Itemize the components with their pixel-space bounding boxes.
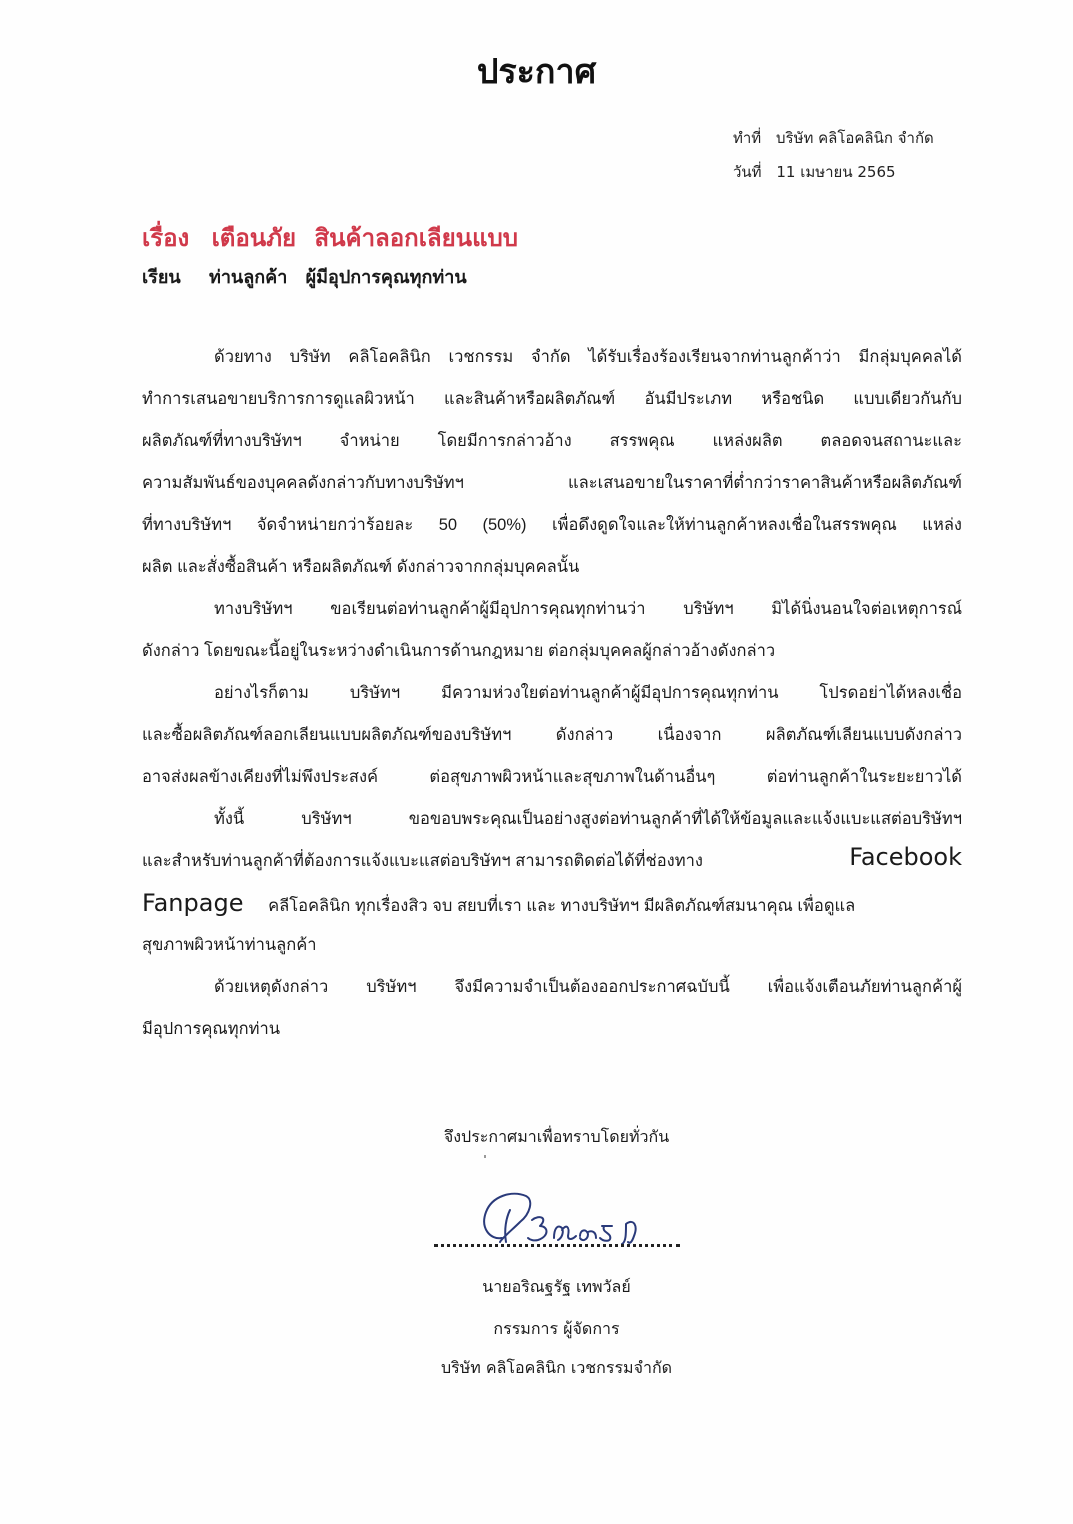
signature-image bbox=[430, 1180, 690, 1260]
signature-dotted-line bbox=[434, 1244, 680, 1247]
scan-speck bbox=[484, 1155, 486, 1158]
body-line: และซื้อผลิตภัณฑ์ลอกเลียนแบบผลิตภัณฑ์ของบริษัทฯ ดังกล่าว เนื่องจาก ผลิตภัณฑ์เลียนแบบดังกล่าว bbox=[142, 726, 962, 744]
issued-place bbox=[733, 126, 934, 150]
salutation-word: ผู้มีอุปการคุณทุกท่าน bbox=[305, 267, 467, 288]
issued-date bbox=[733, 160, 896, 184]
body-line-text: คลีโอคลินิก ทุกเรื่องสิว จบ สยบที่เรา และ ทางบริษัทฯ มีผลิตภัณฑ์สมนาคุณ เพื่อดูแล bbox=[268, 897, 856, 915]
body-line: ทำการเสนอขายบริการการดูแลผิวหน้า และสินค้าหรือผลิตภัณฑ์ อันมีประเภท หรือชนิด แบบเดียวกันกับ bbox=[142, 390, 962, 408]
body-line: ความสัมพันธ์ของบุคคลดังกล่าวกับทางบริษัทฯ และเสนอขายในราคาที่ต่ำกว่าราคาสินค้าหรือผลิตภัณฑ์ bbox=[142, 474, 962, 492]
body-line: อาจส่งผลข้างเคียงที่ไม่พึงประสงค์ ต่อสุขภาพผิวหน้าและสุขภาพในด้านอื่นๆ ต่อท่านลูกค้าในระยะยาวได้ bbox=[142, 768, 962, 786]
handwritten-signature-icon bbox=[430, 1180, 690, 1260]
fanpage-word: Fanpage bbox=[142, 889, 244, 917]
body-line: อย่างไรก็ตาม บริษัทฯ มีความห่วงใยต่อท่านลูกค้าผู้มีอุปการคุณทุกท่าน โปรดอย่าได้หลงเชื่อ bbox=[214, 684, 962, 702]
subject-line bbox=[142, 218, 518, 257]
body-line: มีอุปการคุณทุกท่าน bbox=[142, 1020, 281, 1038]
signatory-company: บริษัท คลิโอคลินิก เวชกรรมจำกัด bbox=[440, 1358, 673, 1377]
body-line: ด้วยเหตุดังกล่าว บริษัทฯ จึงมีความจำเป็นต้องออกประกาศฉบับนี้ เพื่อแจ้งเตือนภัยท่านลูกค้าผู้ bbox=[214, 978, 962, 996]
body-line: สุขภาพผิวหน้าท่านลูกค้า bbox=[142, 936, 317, 954]
body-line: ดังกล่าว โดยขณะนี้อยู่ในระหว่างดำเนินการด้านกฎหมาย ต่อกลุ่มบุคคลผู้กล่าวอ้างดังกล่าว bbox=[142, 642, 776, 660]
place-value: บริษัท คลิโอคลินิก จำกัด bbox=[775, 129, 934, 147]
body-line: ทั้งนี้ บริษัทฯ ขอขอบพระคุณเป็นอย่างสูงต่อท่านลูกค้าที่ได้ให้ข้อมูลและแจ้งแบะแสต่อบริษัทฯ bbox=[214, 810, 962, 828]
signatory-role: กรรมการ ผู้จัดการ bbox=[493, 1319, 620, 1338]
body-line-facebook bbox=[142, 843, 962, 873]
date-value: 11 เมษายน 2565 bbox=[776, 163, 896, 181]
body-line: ด้วยทาง บริษัท คลิโอคลินิก เวชกรรม จำกัด ได้รับเรื่องร้องเรียนจากท่านลูกค้าว่า มีกลุ่มบุคคลได้ bbox=[214, 348, 962, 366]
body-line-fanpage bbox=[142, 891, 962, 915]
subject-word: สินค้าลอกเลียนแบบ bbox=[314, 224, 519, 252]
facebook-word: Facebook bbox=[849, 843, 962, 871]
body-line: ที่ทางบริษัทฯ จัดจำหน่ายกว่าร้อยละ 50 (50%) เพื่อดึงดูดใจและให้ท่านลูกค้าหลงเชื่อในสรรพคุณ แหล่ง bbox=[142, 516, 962, 534]
subject-word: เตือนภัย bbox=[211, 224, 297, 252]
body-line: ผลิตภัณฑ์ที่ทางบริษัทฯ จำหน่าย โดยมีการกล่าวอ้าง สรรพคุณ แหล่งผลิต ตลอดจนสถานะและ bbox=[142, 432, 962, 450]
salutation-word: ท่านลูกค้า bbox=[208, 267, 288, 288]
salutation-label: เรียน bbox=[142, 267, 181, 288]
body-line: ทางบริษัทฯ ขอเรียนต่อท่านลูกค้าผู้มีอุปการคุณทุกท่านว่า บริษัทฯ มิได้นิ่งนอนใจต่อเหตุการณ์ bbox=[214, 600, 962, 618]
salutation-line bbox=[142, 262, 467, 291]
date-label: วันที่ bbox=[733, 163, 762, 181]
document-title: ประกาศ bbox=[476, 52, 597, 92]
body-line: ผลิต และสั่งซื้อสินค้า หรือผลิตภัณฑ์ ดังกล่าวจากกลุ่มบุคคลนั้น bbox=[142, 558, 580, 576]
body-line-text: และสำหรับท่านลูกค้าที่ต้องการแจ้งแบะแสต่อบริษัทฯ สามารถติดต่อได้ที่ช่องทาง bbox=[142, 852, 703, 870]
subject-label: เรื่อง bbox=[142, 224, 190, 252]
closing-text: จึงประกาศมาเพื่อทราบโดยทั่วกัน bbox=[443, 1127, 670, 1146]
place-label: ทำที่ bbox=[733, 129, 762, 147]
signatory-name: นายอริณฐรัฐ เทพวัลย์ bbox=[482, 1277, 631, 1296]
